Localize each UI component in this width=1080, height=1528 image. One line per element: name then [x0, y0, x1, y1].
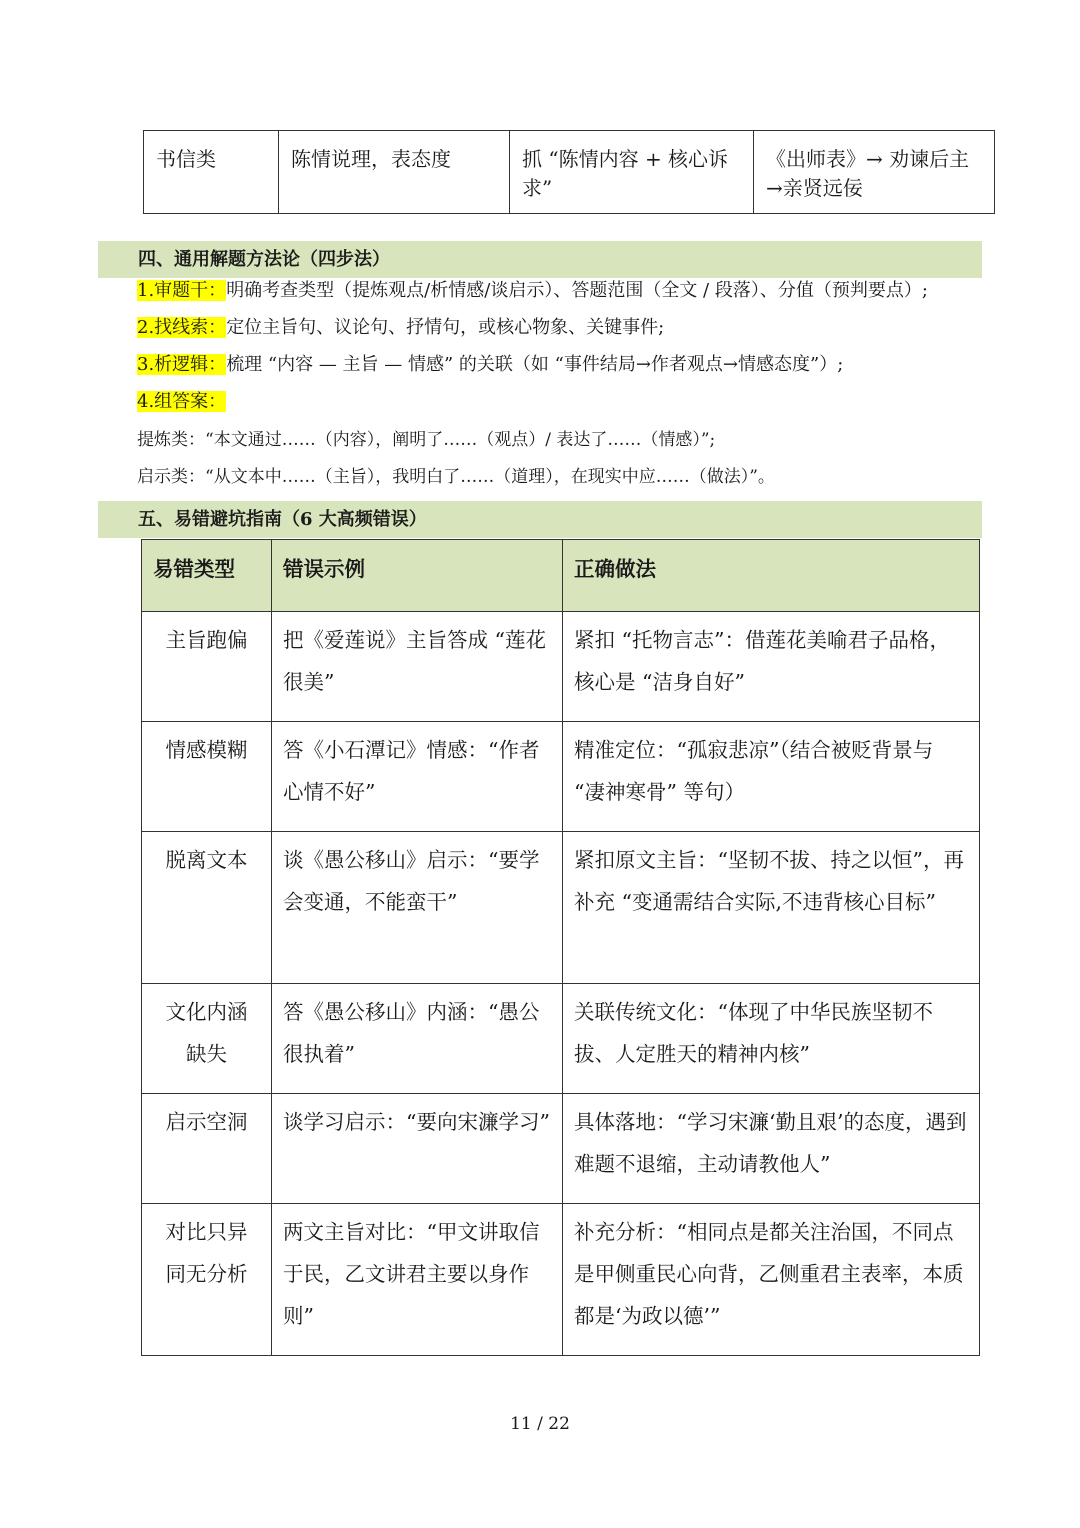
answer-template-insight: 启示类：“从文本中……（主旨），我明白了……（道理），在现实中应……（做法）”。 — [137, 467, 775, 487]
genre-table-continued — [143, 130, 995, 214]
table-cell: 抓 “陈情内容 + 核心诉求” — [510, 131, 754, 214]
mistakes-table — [141, 539, 980, 1356]
step-text: 明确考查类型（提炼观点/析情感/谈启示）、答题范围（全文 / 段落）、分值（预判要点）; — [226, 280, 928, 301]
table-row — [142, 1094, 980, 1204]
table-row — [142, 612, 980, 722]
mistake-type: 对比只异同无分析 — [142, 1204, 272, 1356]
step-label: 1.审题干： — [137, 280, 227, 301]
correct-method: 关联传统文化：“体现了中华民族坚韧不拔、人定胜天的精神内核” — [563, 984, 980, 1094]
wrong-example: 答《愚公移山》内涵：“愚公很执着” — [272, 984, 563, 1094]
step-text: 定位主旨句、议论句、抒情句，或核心物象、关键事件; — [226, 317, 665, 338]
wrong-example: 把《爱莲说》主旨答成 “莲花很美” — [272, 612, 563, 722]
table-header-row — [142, 540, 980, 612]
step-text: 梳理 “内容 — 主旨 — 情感” 的关联（如 “事件结局→作者观点→情感态度”）; — [226, 354, 844, 375]
wrong-example: 谈学习启示：“要向宋濂学习” — [272, 1094, 563, 1204]
wrong-example: 谈《愚公移山》启示：“要学会变通，不能蛮干” — [272, 832, 563, 984]
table-row — [142, 832, 980, 984]
correct-method: 紧扣 “托物言志”：借莲花美喻君子品格，核心是 “洁身自好” — [563, 612, 980, 722]
correct-method: 紧扣原文主旨：“坚韧不拔、持之以恒”，再补充 “变通需结合实际,不违背核心目标” — [563, 832, 980, 984]
table-row — [142, 984, 980, 1094]
step-label: 3.析逻辑： — [137, 354, 227, 375]
mistake-type: 启示空洞 — [142, 1094, 272, 1204]
table-row — [142, 1204, 980, 1356]
table-cell: 书信类 — [144, 131, 279, 214]
step-4 — [137, 389, 226, 415]
table-cell: 《出师表》→ 劝谏后主→亲贤远佞 — [754, 131, 995, 214]
page-number: 11 / 22 — [510, 1414, 570, 1434]
correct-method: 补充分析：“相同点是都关注治国，不同点是甲侧重民心向背，乙侧重君主表率，本质都是‘为政以德’” — [563, 1204, 980, 1356]
mistake-type: 情感模糊 — [142, 722, 272, 832]
header-correct-method: 正确做法 — [563, 540, 980, 612]
section-heading-4: 四、通用解题方法论（四步法） — [98, 241, 982, 278]
header-mistake-type: 易错类型 — [142, 540, 272, 612]
step-3 — [137, 352, 843, 378]
mistake-type: 主旨跑偏 — [142, 612, 272, 722]
header-wrong-example: 错误示例 — [272, 540, 563, 612]
answer-template-summary: 提炼类：“本文通过……（内容），阐明了……（观点）/ 表达了……（情感）”; — [137, 430, 716, 450]
table-row — [144, 131, 995, 214]
table-cell: 陈情说理，表态度 — [279, 131, 510, 214]
wrong-example: 答《小石潭记》情感：“作者心情不好” — [272, 722, 563, 832]
table-row — [142, 722, 980, 832]
step-1 — [137, 278, 928, 304]
correct-method: 具体落地：“学习宋濂‘勤且艰’的态度，遇到难题不退缩，主动请教他人” — [563, 1094, 980, 1204]
mistake-type: 文化内涵缺失 — [142, 984, 272, 1094]
section-heading-5: 五、易错避坑指南（6 大高频错误） — [98, 501, 982, 538]
step-label: 2.找线索： — [137, 317, 227, 338]
wrong-example: 两文主旨对比：“甲文讲取信于民，乙文讲君主要以身作则” — [272, 1204, 563, 1356]
mistake-type: 脱离文本 — [142, 832, 272, 984]
correct-method: 精准定位：“孤寂悲凉”（结合被贬背景与 “凄神寒骨” 等句） — [563, 722, 980, 832]
step-2 — [137, 315, 664, 341]
step-label: 4.组答案： — [137, 391, 227, 412]
